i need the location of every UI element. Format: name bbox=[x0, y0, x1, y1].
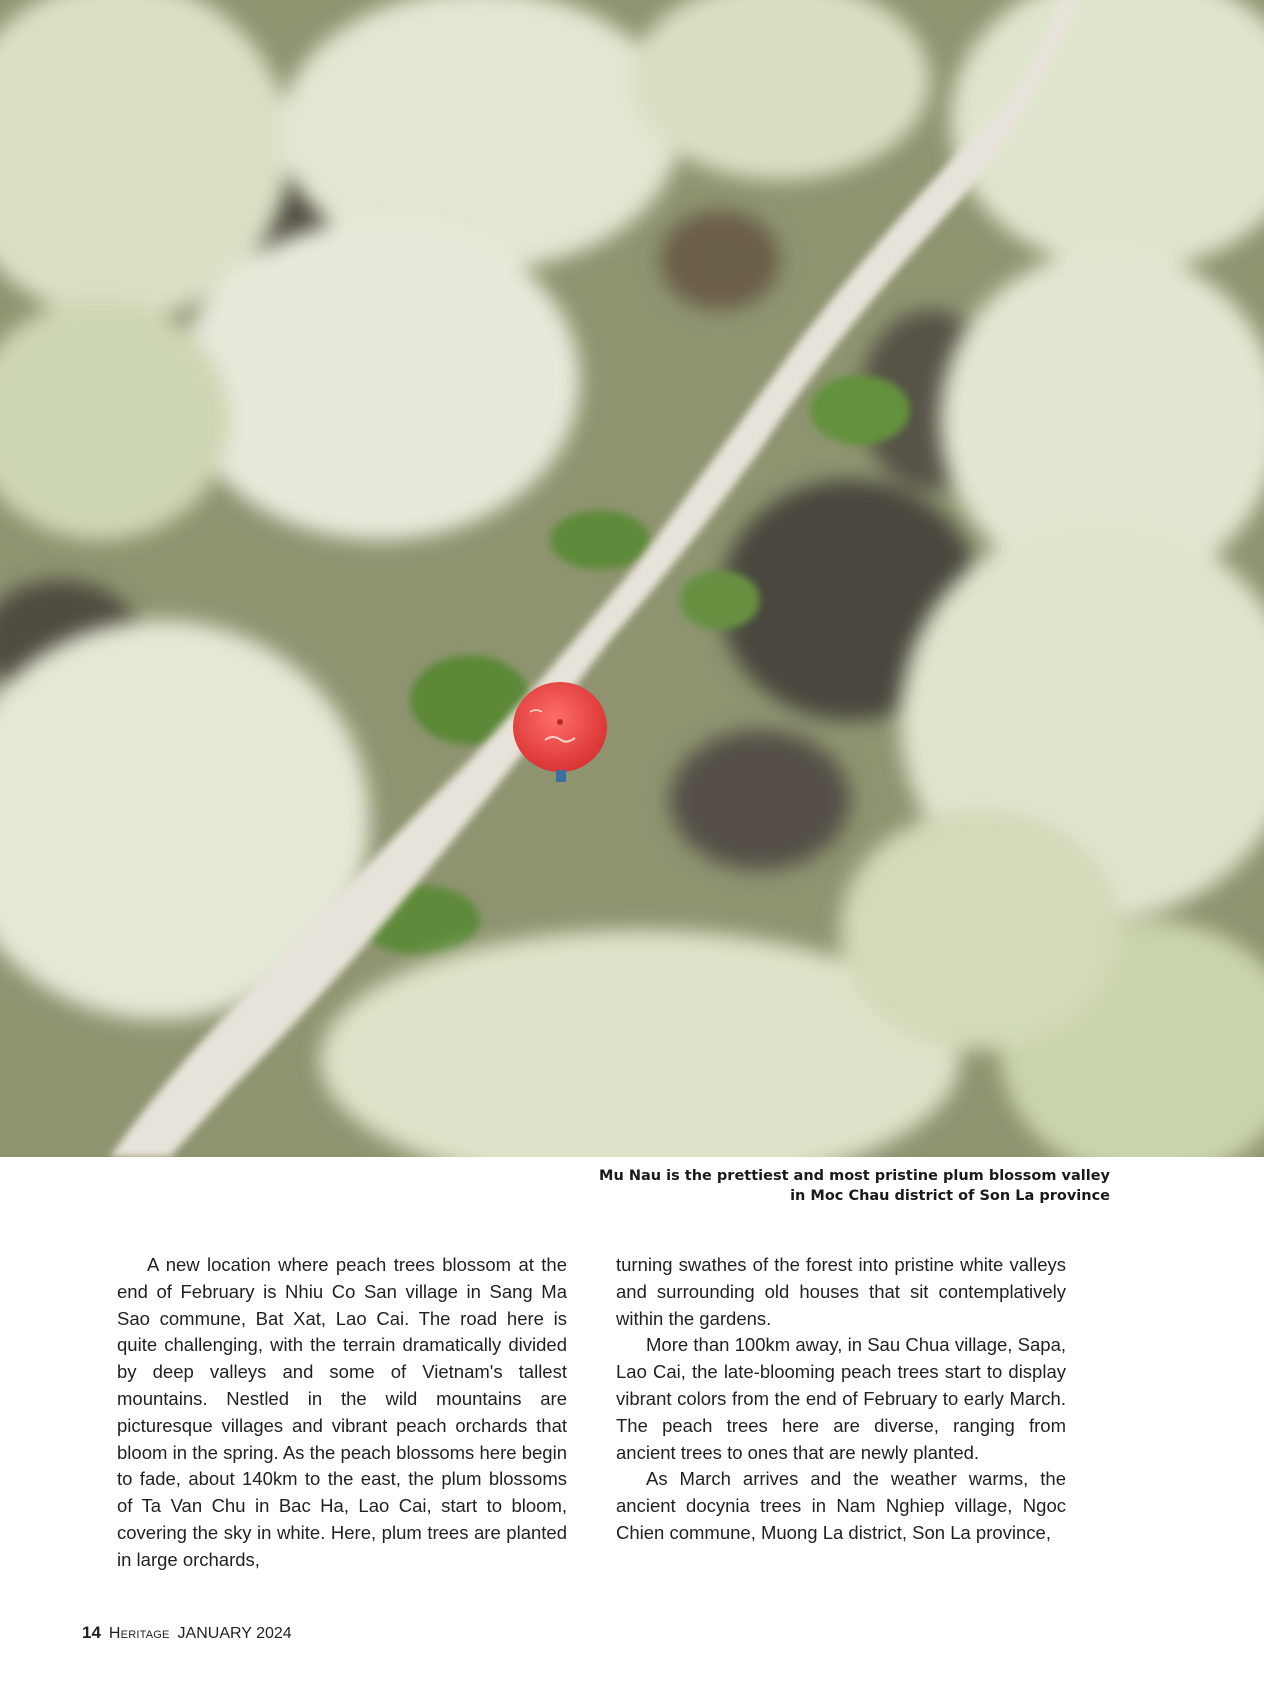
page-number: 14 bbox=[82, 1623, 101, 1642]
issue-date: JANUARY 2024 bbox=[177, 1625, 292, 1642]
article-column-left bbox=[117, 1252, 567, 1574]
publication-name: Heritage bbox=[108, 1625, 170, 1642]
caption-line-1: Mu Nau is the prettiest and most pristine plum blossom valley bbox=[599, 1168, 1110, 1184]
article-paragraph: A new location where peach trees blossom at the end of February is Nhiu Co San village in Sang Ma Sao commune, Bat Xat, Lao Cai. The road here is quite challenging, with the terrain dramatically divided by deep valleys and some of Vietnam's tallest mountains. Nestled in the wild mountains are picturesque villages and vibrant peach orchards that bloom in the spring. As the peach blossoms here begin to fade, about 140km to the east, the plum blossoms of Ta Van Chu in Bac Ha, Lao Cai, start to bloom, covering the sky in white. Here, plum trees are planted in large orchards, bbox=[117, 1254, 567, 1570]
article-column-right bbox=[616, 1252, 1066, 1547]
article-paragraph: As March arrives and the weather warms, the ancient docynia trees in Nam Nghiep village, Ngoc Chien commune, Muong La district, Son La province, bbox=[616, 1468, 1066, 1543]
photo-caption bbox=[410, 1166, 1110, 1206]
article-paragraph: More than 100km away, in Sau Chua village, Sapa, Lao Cai, the late-blooming peach trees start to display vibrant colors from the end of February to early March. The peach trees here are diverse, ranging from ancient trees to ones that are newly planted. bbox=[616, 1334, 1066, 1463]
caption-line-2: in Moc Chau district of Son La province bbox=[790, 1188, 1110, 1204]
article-paragraph: turning swathes of the forest into pristine white valleys and surrounding old houses that sit contemplatively within the gardens. bbox=[616, 1254, 1066, 1329]
page-footer bbox=[82, 1623, 292, 1643]
